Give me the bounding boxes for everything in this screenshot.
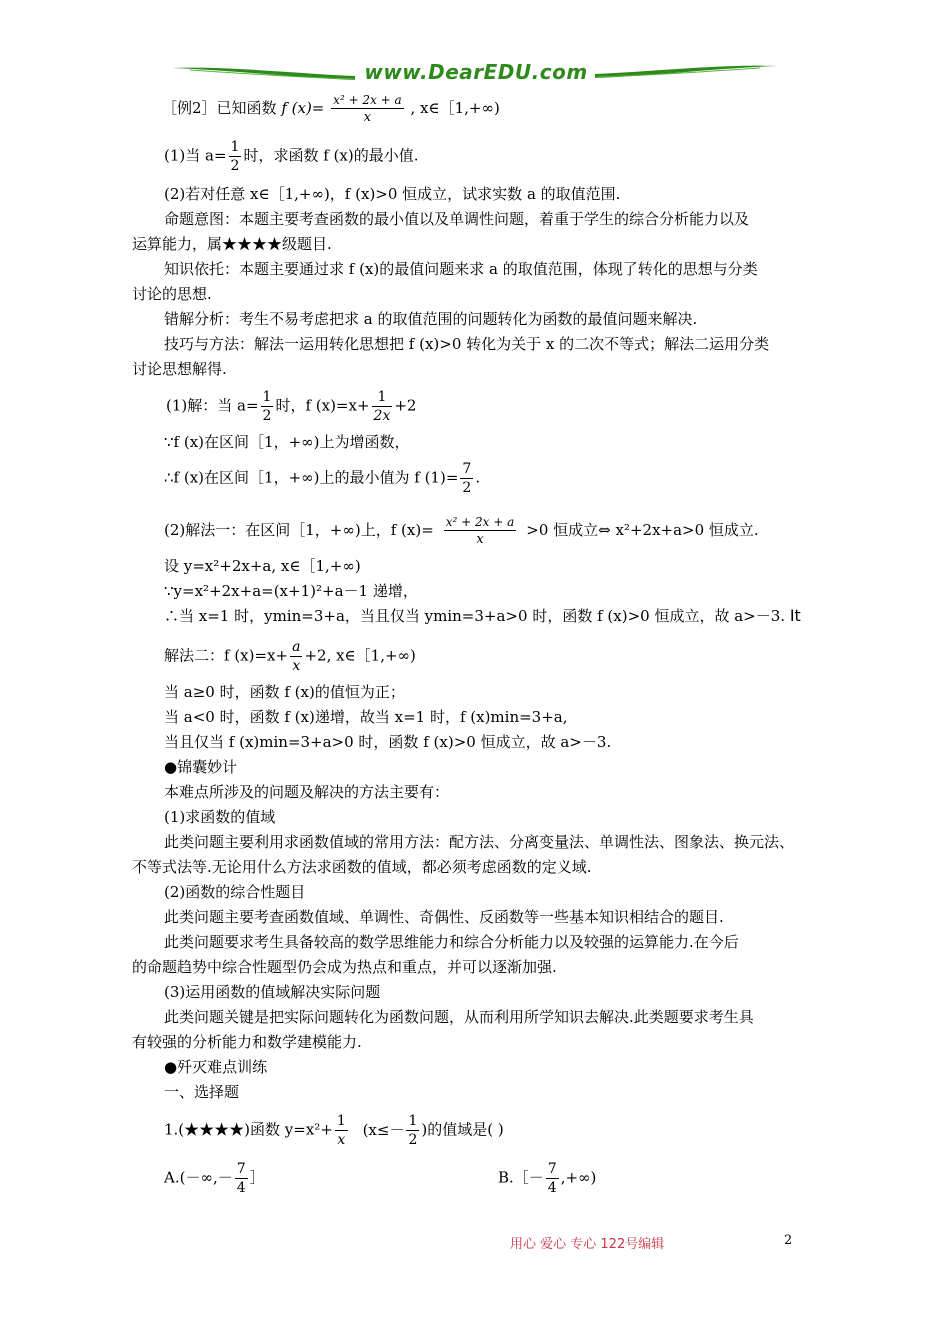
- opt-a-pre: A.(－∞,－: [164, 1168, 233, 1187]
- opt-b-fraction: [546, 1162, 559, 1195]
- sol1-l3num: 7: [462, 461, 472, 477]
- opt-b-pre: B.［－: [498, 1168, 544, 1187]
- question-1: [164, 140, 418, 173]
- mistake-line-1: 错解分析：考生不易考虑把求 a 的取值范围的问题转化为函数的最值问题来解决.: [164, 310, 698, 328]
- intent-line-1: 命题意图：本题主要考查函数的最小值以及单调性问题，着重于学生的综合分析能力以及: [164, 210, 750, 228]
- sol1-l3den: 2: [462, 480, 472, 496]
- tips-line-9: (3)运用函数的值域解决实际问题: [164, 983, 381, 1001]
- option-a[interactable]: [164, 1162, 265, 1195]
- option-b[interactable]: [498, 1162, 596, 1195]
- solution-3-line-2: 当 a≥0 时，函数 f (x)的值恒为正；: [164, 683, 405, 701]
- tq1-num: 1: [336, 1113, 346, 1129]
- solution-2-line-3: ∵y=x²+2x+a=(x+1)²+a－1 递增，: [164, 582, 418, 600]
- q1-num: 1: [230, 139, 240, 155]
- sol1-frac-b: [372, 390, 393, 423]
- sol2-l4-mark: It: [789, 606, 801, 625]
- site-logo-text: www.DearEDU.com: [364, 60, 588, 84]
- solution-3-line-1: [164, 640, 416, 673]
- tips-line-4: 不等式法等.无论用什么方法求函数的值域，都必须考虑函数的定义域.: [132, 858, 592, 876]
- sol3-num: a: [292, 639, 301, 655]
- opt-a-post: ］: [249, 1168, 265, 1187]
- page-number: 2: [784, 1233, 793, 1248]
- tips-line-10: 此类问题关键是把实际问题转化为函数问题，从而利用所学知识去解决.此类题要求考生具: [164, 1008, 754, 1026]
- training-heading: ●歼灭难点训练: [164, 1058, 268, 1076]
- q1-den: 2: [230, 158, 240, 174]
- tips-line-2: (1)求函数的值域: [164, 808, 276, 826]
- tips-heading: ●锦囊妙计: [164, 758, 238, 776]
- sol2-den: x: [476, 532, 484, 547]
- tq1-den2: 2: [408, 1132, 418, 1148]
- solution-2-line-2: 设 y=x²+2x+a, x∈［1,+∞): [164, 557, 361, 575]
- sol3-post: +2, x∈［1,+∞): [304, 646, 416, 665]
- example-func: f (x)=: [281, 99, 325, 117]
- method-line-1: 技巧与方法：解法一运用转化思想把 f (x)>0 转化为关于 x 的二次不等式；解法二运用分类: [164, 335, 770, 353]
- basis-line-2: 讨论的思想.: [132, 285, 212, 303]
- intent-line-2: 运算能力，属★★★★级题目.: [132, 235, 332, 253]
- tq1-frac-a: [335, 1114, 348, 1147]
- solution-3-line-4: 当且仅当 f (x)min=3+a>0 时，函数 f (x)>0 恒成立，故 a>－3.: [164, 733, 612, 751]
- sol2-pre: (2)解法一：在区间［1，+∞)上，f (x)=: [164, 521, 434, 539]
- method-line-2: 讨论思想解得.: [132, 360, 227, 378]
- tips-line-7: 此类问题要求考生具备较高的数学思维能力和综合分析能力以及较强的运算能力.在今后: [164, 933, 739, 951]
- training-question-1: [164, 1114, 504, 1147]
- sol1-mid: 时，f (x)=x+: [275, 396, 370, 415]
- example-domain: , x∈［1,+∞): [410, 99, 500, 117]
- example-statement: [162, 94, 500, 124]
- opt-a-num: 7: [236, 1161, 246, 1177]
- opt-a-fraction: [235, 1162, 248, 1195]
- sol1-num: 1: [262, 389, 272, 405]
- sol1-post: +2: [394, 396, 417, 415]
- tips-line-3: 此类问题主要利用求函数值域的常用方法：配方法、分离变量法、单调性法、图象法、换元法、: [164, 833, 795, 851]
- example-fraction: [331, 94, 404, 124]
- example-numerator: x² + 2x + a: [333, 93, 402, 107]
- tq1-frac-b: [406, 1114, 419, 1147]
- tips-line-8: 的命题趋势中综合性题型仍会成为热点和重点，并可以逐渐加强.: [132, 958, 557, 976]
- tips-line-11: 有较强的分析能力和数学建模能力.: [132, 1033, 362, 1051]
- q1-fraction: [229, 140, 242, 173]
- example-denominator: x: [363, 110, 372, 125]
- tips-line-1: 本难点所涉及的问题及解决的方法主要有：: [164, 783, 450, 801]
- solution-2-line-1: [164, 516, 759, 546]
- sol2-num: x² + 2x + a: [445, 515, 515, 529]
- footer-editor-note: 用心 爱心 专心 122号编辑: [510, 1237, 665, 1252]
- sol1-num2: 1: [372, 390, 393, 407]
- solution-1-line-2: ∵f (x)在区间［1，+∞)上为增函数，: [164, 433, 410, 451]
- sol2-fraction: [444, 516, 517, 546]
- sol1-pre: (1)解：当 a=: [166, 396, 259, 415]
- question-2: (2)若对任意 x∈［1,+∞)，f (x)>0 恒成立，试求实数 a 的取值范围.: [164, 185, 621, 203]
- site-banner[interactable]: [170, 56, 780, 90]
- training-section: 一、选择题: [164, 1083, 240, 1101]
- sol3-fraction: [290, 640, 302, 673]
- sol3-den: x: [292, 658, 301, 674]
- opt-b-num: 7: [547, 1161, 557, 1177]
- q1-post: 时，求函数 f (x)的最小值.: [243, 146, 419, 165]
- basis-line-1: 知识依托：本题主要通过求 f (x)的最值问题来求 a 的取值范围，体现了转化的思想与分类: [164, 260, 758, 278]
- opt-b-den: 4: [547, 1180, 557, 1196]
- example-intro: ［例2］已知函数: [162, 99, 277, 117]
- sol1-frac-a: [261, 390, 274, 423]
- solution-3-line-3: 当 a<0 时，函数 f (x)递增，故当 x=1 时，f (x)min=3+a,: [164, 708, 568, 726]
- tips-line-5: (2)函数的综合性题目: [164, 883, 306, 901]
- solution-1-line-3: [164, 462, 480, 495]
- solution-2-line-4: [164, 606, 801, 626]
- tq1-num2: 1: [408, 1113, 418, 1129]
- sol1-l3post: .: [475, 468, 481, 487]
- sol1-den2: 2x: [373, 408, 391, 424]
- opt-a-den: 4: [236, 1180, 246, 1196]
- tq1-pre: 1.(★★★★)函数 y=x²+: [164, 1120, 333, 1139]
- sol1-l3pre: ∴f (x)在区间［1，+∞)上的最小值为 f (1)=: [164, 468, 459, 487]
- q1-pre: (1)当 a=: [164, 146, 227, 165]
- sol3-pre: 解法二：f (x)=x+: [164, 646, 289, 665]
- solution-1-line-1: [166, 390, 416, 423]
- sol2-l4-text: ∴当 x=1 时，ymin=3+a，当且仅当 ymin=3+a>0 时，函数 f (x)>0 恒成立，故 a>－3.: [164, 607, 786, 625]
- sol2-post: >0 恒成立⇔ x²+2x+a>0 恒成立.: [526, 521, 759, 539]
- tq1-den: x: [337, 1132, 346, 1148]
- tips-line-6: 此类问题主要考查函数值域、单调性、奇偶性、反函数等一些基本知识相结合的题目.: [164, 908, 724, 926]
- sol1-den: 2: [262, 408, 272, 424]
- opt-b-post: ,+∞): [560, 1168, 597, 1187]
- sol1-frac-c: [460, 462, 473, 495]
- tq1-post: )的值域是( ): [421, 1120, 504, 1139]
- tq1-mid: (x≤－: [362, 1120, 405, 1139]
